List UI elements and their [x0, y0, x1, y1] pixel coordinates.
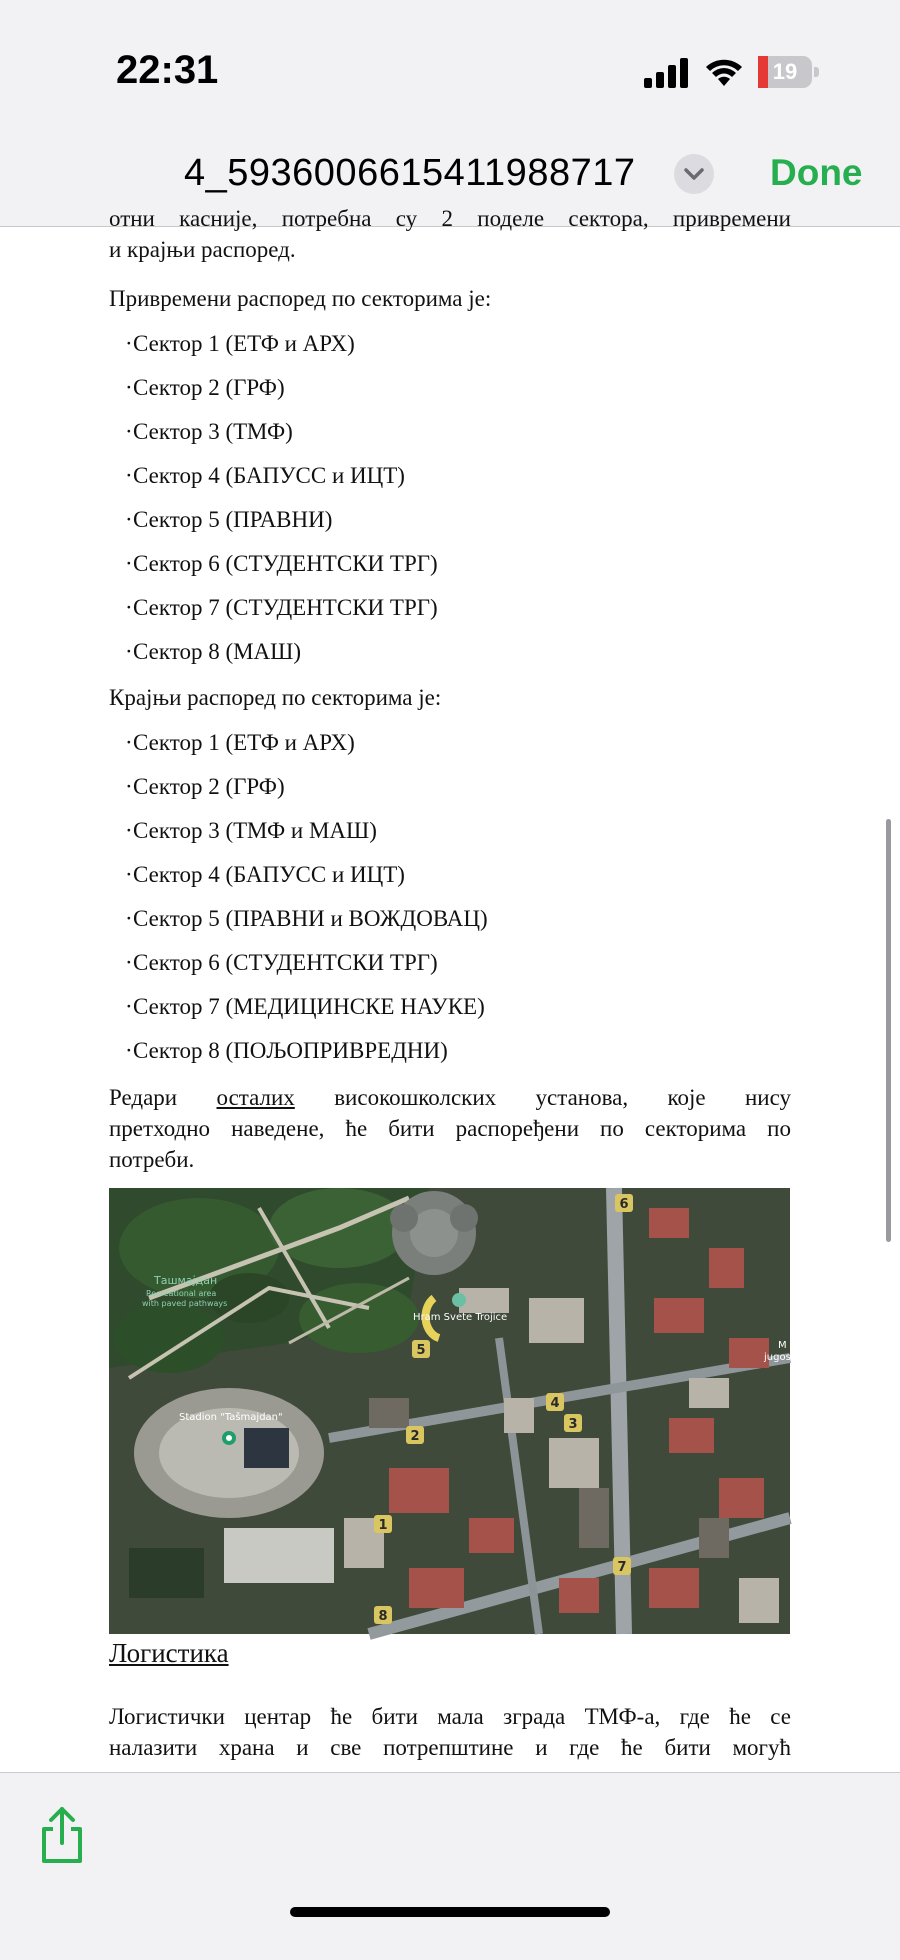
final-sector-item — [125, 774, 285, 800]
sector-marker-label: 2 — [410, 1429, 420, 1444]
done-button[interactable]: Done — [770, 152, 863, 193]
status-bar — [0, 0, 900, 140]
note-line-3: потреби. — [109, 1147, 195, 1172]
final-sector-item-label: Сектор 1 (ЕТФ и АРХ) — [133, 730, 355, 755]
park-sub-label-2: with paved pathways — [142, 1299, 228, 1308]
final-sector-item-label: Сектор 3 (ТМФ и МАШ) — [133, 818, 377, 843]
bullet-icon: · — [125, 730, 133, 755]
wifi-icon — [703, 54, 745, 88]
temp-sector-item — [125, 463, 405, 489]
document-title[interactable]: 4_5936006615411988717 — [184, 152, 636, 194]
chevron-down-icon — [674, 154, 714, 194]
battery-icon — [758, 56, 820, 88]
temp-sector-item — [125, 595, 438, 621]
bullet-icon: · — [125, 419, 133, 444]
final-sector-item — [125, 950, 438, 976]
logistics-line-2: налазити храна и све потрепштине и где ће бити могућ — [109, 1735, 791, 1760]
logistics-heading: Логистика — [109, 1638, 229, 1668]
sector-marker-label: 1 — [378, 1518, 388, 1533]
final-sector-item — [125, 1038, 448, 1064]
church-pin-icon — [452, 1293, 466, 1307]
park-name-label: Ташмајдан — [154, 1274, 218, 1287]
temp-sector-item-label: Сектор 6 (СТУДЕНТСКИ ТРГ) — [133, 551, 438, 576]
final-schedule-heading: Крајњи распоред по секторима је: — [109, 685, 442, 710]
underlined-word: осталих — [216, 1085, 295, 1110]
final-sector-item — [125, 818, 377, 844]
partial-line-cut: отни касније, потребна су 2 поделе сектора, привремени — [109, 206, 791, 231]
sector-marker-3 — [564, 1414, 582, 1432]
satellite-map — [109, 1188, 790, 1634]
sector-marker-1 — [374, 1515, 392, 1533]
sector-marker-2 — [406, 1426, 424, 1444]
sector-marker-label: 7 — [617, 1560, 627, 1575]
sector-marker-5 — [412, 1340, 430, 1358]
final-sector-item-label: Сектор 8 (ПОЉОПРИВРЕДНИ) — [133, 1038, 448, 1063]
temp-sector-item-label: Сектор 3 (ТМФ) — [133, 419, 293, 444]
status-time: 22:31 — [116, 48, 219, 92]
temp-sector-item — [125, 331, 355, 357]
bullet-icon: · — [125, 862, 133, 887]
bullet-icon: · — [125, 994, 133, 1019]
sector-marker-label: 4 — [550, 1396, 560, 1411]
document-viewer[interactable] — [0, 206, 900, 1772]
temp-schedule-heading: Привремени распоред по секторима је: — [109, 286, 492, 311]
temp-sector-item-label: Сектор 8 (МАШ) — [133, 639, 302, 664]
temp-sector-item-label: Сектор 1 (ЕТФ и АРХ) — [133, 331, 355, 356]
temp-sector-item — [125, 507, 333, 533]
sector-marker-label: 3 — [568, 1417, 578, 1432]
signal-icon — [644, 58, 690, 88]
bullet-icon: · — [125, 906, 133, 931]
title-menu-button[interactable] — [674, 154, 714, 194]
temp-sector-item-label: Сектор 4 (БАПУСС и ИЦТ) — [133, 463, 405, 488]
temp-sector-item — [125, 375, 285, 401]
sector-marker-label: 5 — [416, 1343, 426, 1358]
final-sector-item-label: Сектор 7 (МЕДИЦИНСКЕ НАУКЕ) — [133, 994, 485, 1019]
bullet-icon: · — [125, 463, 133, 488]
share-icon[interactable] — [38, 1805, 86, 1865]
final-sector-item — [125, 730, 355, 756]
final-sector-item — [125, 862, 405, 888]
bullet-icon: · — [125, 1038, 133, 1063]
temp-sector-item — [125, 639, 302, 665]
bullet-icon: · — [125, 950, 133, 975]
note-line-2: претходно наведене, ће бити распоређени по секторима по — [109, 1116, 791, 1141]
scrollbar[interactable] — [886, 819, 891, 1242]
bullet-icon: · — [125, 818, 133, 843]
map-edge-label-1: M — [778, 1340, 787, 1351]
final-sector-item — [125, 906, 488, 932]
final-sector-item — [125, 994, 485, 1020]
park-sub-label-1: Recreational area — [146, 1289, 217, 1298]
sector-marker-6 — [615, 1194, 633, 1212]
final-sector-item-label: Сектор 6 (СТУДЕНТСКИ ТРГ) — [133, 950, 438, 975]
bullet-icon: · — [125, 551, 133, 576]
partial-line: и крајњи распоред. — [109, 237, 296, 262]
bullet-icon: · — [125, 375, 133, 400]
temp-sector-item — [125, 551, 438, 577]
sector-marker-label: 8 — [378, 1609, 388, 1624]
bullet-icon: · — [125, 507, 133, 532]
logistics-line-1: Логистички центар ће бити мала зграда ТМФ-а, где ће се — [109, 1704, 791, 1729]
sector-marker-8 — [374, 1606, 392, 1624]
battery-percent: 19 — [772, 59, 798, 84]
bullet-icon: · — [125, 331, 133, 356]
note-line-1: Редари осталих високошколских установа, које нису — [109, 1085, 791, 1110]
sector-marker-label: 6 — [619, 1197, 629, 1212]
bullet-icon: · — [125, 595, 133, 620]
temp-sector-item-label: Сектор 5 (ПРАВНИ) — [133, 507, 333, 532]
bullet-icon: · — [125, 639, 133, 664]
final-sector-item-label: Сектор 5 (ПРАВНИ и ВОЖДОВАЦ) — [133, 906, 488, 931]
stadium-label: Stadion "Tašmajdan" — [179, 1412, 283, 1423]
bullet-icon: · — [125, 774, 133, 799]
sector-marker-7 — [613, 1557, 631, 1575]
temp-sector-item-label: Сектор 2 (ГРФ) — [133, 375, 285, 400]
temp-sector-item — [125, 419, 293, 445]
map-edge-label-2: jugos — [764, 1352, 791, 1363]
final-sector-item-label: Сектор 2 (ГРФ) — [133, 774, 285, 799]
bottom-toolbar — [0, 1772, 900, 1960]
sector-marker-4 — [546, 1393, 564, 1411]
temp-sector-item-label: Сектор 7 (СТУДЕНТСКИ ТРГ) — [133, 595, 438, 620]
final-sector-item-label: Сектор 4 (БАПУСС и ИЦТ) — [133, 862, 405, 887]
home-indicator[interactable] — [290, 1907, 610, 1917]
church-label: Hram Svete Trojice — [413, 1312, 508, 1323]
